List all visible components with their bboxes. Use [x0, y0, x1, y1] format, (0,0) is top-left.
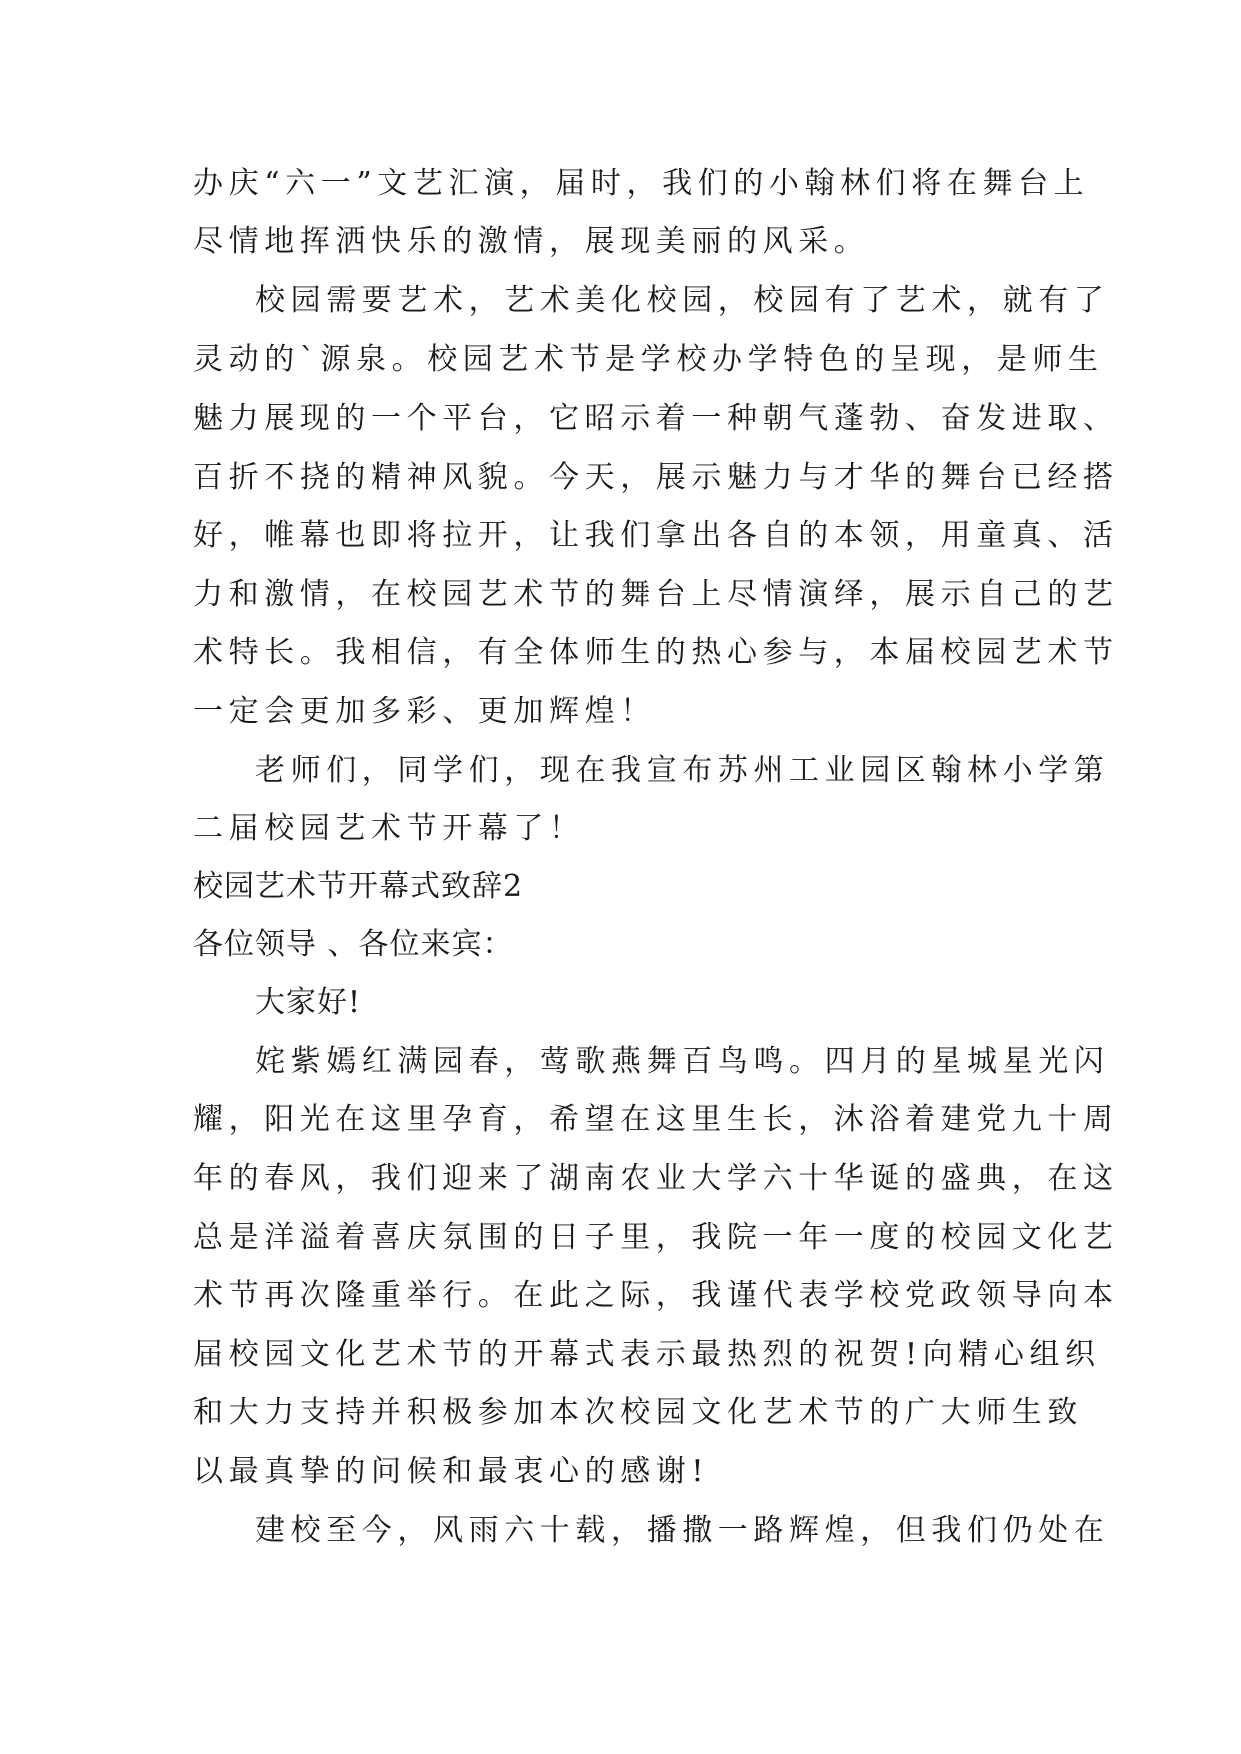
paragraph-first-line: 姹紫嫣红满园春，莺歌燕舞百鸟鸣。四月的星城星光闪 [255, 1044, 1110, 1079]
text-line: 耀，阳光在这里孕育，希望在这里生长，沐浴着建党九十周 [193, 1102, 1119, 1137]
text-line: 一定会更加多彩、更加辉煌！ [193, 694, 656, 729]
text-line: 好，帷幕也即将拉开，让我们拿出各自的本领，用童真、活 [193, 518, 1119, 553]
text-line: 总是洋溢着喜庆氛围的日子里，我院一年一度的校园文化艺 [193, 1220, 1119, 1255]
text-line: 百折不挠的精神风貌。今天，展示魅力与才华的舞台已经搭 [193, 460, 1119, 495]
salutation: 各位领导 、各位来宾： [193, 927, 514, 962]
text-line: 魅力展现的一个平台，它昭示着一种朝气蓬勃、奋发进取、 [193, 401, 1119, 436]
text-line: 二届校园艺术节开幕了！ [193, 811, 585, 846]
text-line: 尽情地挥洒快乐的激情，展现美丽的风采。 [193, 224, 870, 259]
text-line: 年的春风，我们迎来了湖南农业大学六十华诞的盛典，在这 [193, 1161, 1119, 1196]
text-line: 和大力支持并积极参加本次校园文化艺术节的广大师生致 [193, 1395, 1083, 1430]
text-line: 力和激情，在校园艺术节的舞台上尽情演绎，展示自己的艺 [193, 577, 1119, 612]
text-line: 术节再次隆重举行。在此之际，我谨代表学校党政领导向本 [193, 1278, 1119, 1313]
text-line: 届校园文化艺术节的开幕式表示最热烈的祝贺!向精心组织 [193, 1337, 1101, 1372]
text-line: 办庆“六一”文艺汇演，届时，我们的小翰林们将在舞台上 [193, 166, 1090, 201]
paragraph-first-line: 建校至今，风雨六十载，播撒一路辉煌，但我们仍处在 [255, 1513, 1110, 1548]
section-heading: 校园艺术节开幕式致辞2 [193, 869, 524, 904]
greeting: 大家好! [255, 985, 362, 1020]
paragraph-first-line: 老师们，同学们，现在我宣布苏州工业园区翰林小学第 [255, 753, 1110, 788]
text-line: 术特长。我相信，有全体师生的热心参与，本届校园艺术节 [193, 635, 1119, 670]
text-line: 以最真挚的问候和最衷心的感谢! [193, 1454, 710, 1489]
text-line: 灵动的`源泉。校园艺术节是学校办学特色的呈现，是师生 [193, 342, 1104, 377]
paragraph-first-line: 校园需要艺术，艺术美化校园，校园有了艺术，就有了 [255, 283, 1110, 318]
